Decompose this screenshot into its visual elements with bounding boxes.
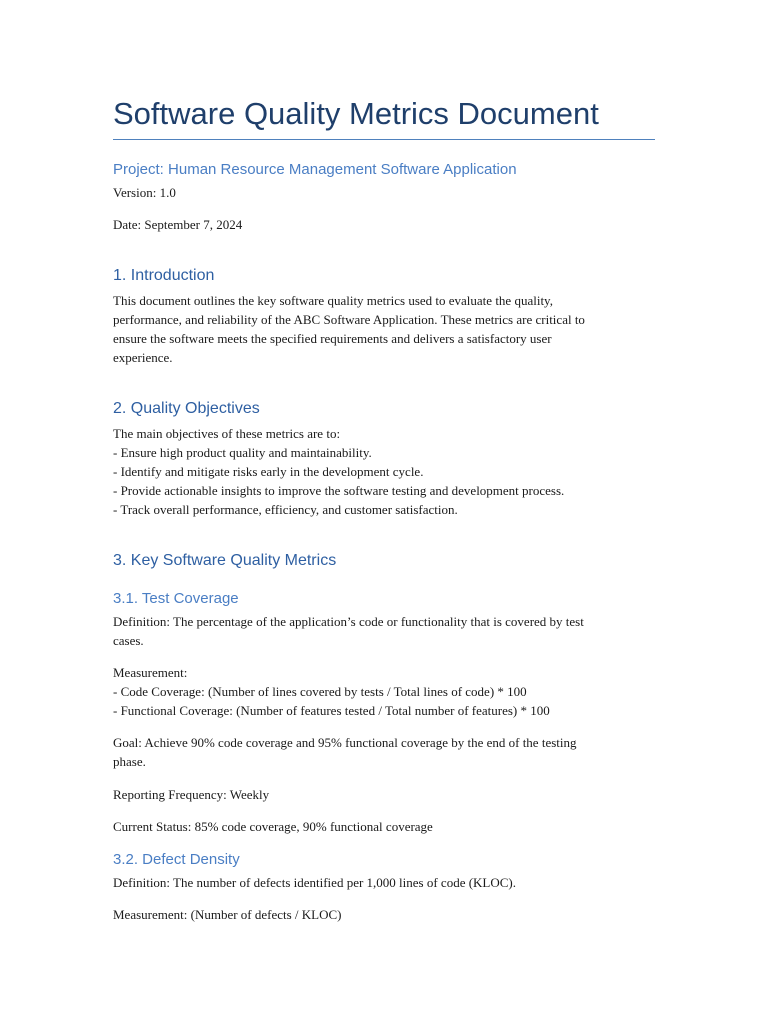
objectives-intro: The main objectives of these metrics are to:: [113, 426, 341, 441]
introduction-line: ensure the software meets the specified requirements and delivers a satisfactory user: [113, 331, 552, 346]
test-coverage-heading: 3.1. Test Coverage: [113, 590, 239, 607]
introduction-paragraph: [113, 291, 655, 367]
test-coverage-frequency: Reporting Frequency: Weekly: [113, 787, 270, 802]
goal-line: phase.: [113, 754, 146, 769]
date-text: Date: September 7, 2024: [113, 217, 243, 232]
objective-item: - Track overall performance, efficiency, and customer satisfaction.: [113, 502, 458, 517]
document-title: Software Quality Metrics Document: [113, 96, 599, 131]
test-coverage-goal: [113, 733, 655, 771]
version-text: Version: 1.0: [113, 185, 176, 200]
defect-density-heading: 3.2. Defect Density: [113, 851, 240, 868]
test-coverage-status: Current Status: 85% code coverage, 90% functional coverage: [113, 819, 433, 834]
definition-line: Definition: The percentage of the application’s code or functionality that is covered by test: [113, 614, 584, 629]
test-coverage-measurement: [113, 663, 655, 720]
metrics-heading: 3. Key Software Quality Metrics: [113, 552, 337, 569]
objective-item: - Provide actionable insights to improve the software testing and development process.: [113, 483, 565, 498]
goal-line: Goal: Achieve 90% code coverage and 95% functional coverage by the end of the testing: [113, 735, 577, 750]
introduction-line: This document outlines the key software quality metrics used to evaluate the quality,: [113, 293, 553, 308]
defect-density-measurement: Measurement: (Number of defects / KLOC): [113, 907, 342, 922]
objectives-list: [113, 424, 655, 519]
introduction-line: experience.: [113, 350, 173, 365]
project-subtitle: Project: Human Resource Management Software Application: [113, 161, 517, 178]
measurement-line: - Functional Coverage: (Number of features tested / Total number of features) * 100: [113, 703, 550, 718]
measurement-line: Measurement:: [113, 665, 188, 680]
objective-item: - Identify and mitigate risks early in the development cycle.: [113, 464, 424, 479]
measurement-line: - Code Coverage: (Number of lines covered by tests / Total lines of code) * 100: [113, 684, 527, 699]
objective-item: - Ensure high product quality and maintainability.: [113, 445, 372, 460]
test-coverage-definition: [113, 612, 655, 650]
introduction-heading: 1. Introduction: [113, 267, 215, 284]
title-divider: [113, 139, 655, 140]
introduction-line: performance, and reliability of the ABC Software Application. These metrics are critical to: [113, 312, 585, 327]
defect-density-definition: Definition: The number of defects identified per 1,000 lines of code (KLOC).: [113, 875, 517, 890]
objectives-heading: 2. Quality Objectives: [113, 400, 260, 417]
definition-line: cases.: [113, 633, 144, 648]
